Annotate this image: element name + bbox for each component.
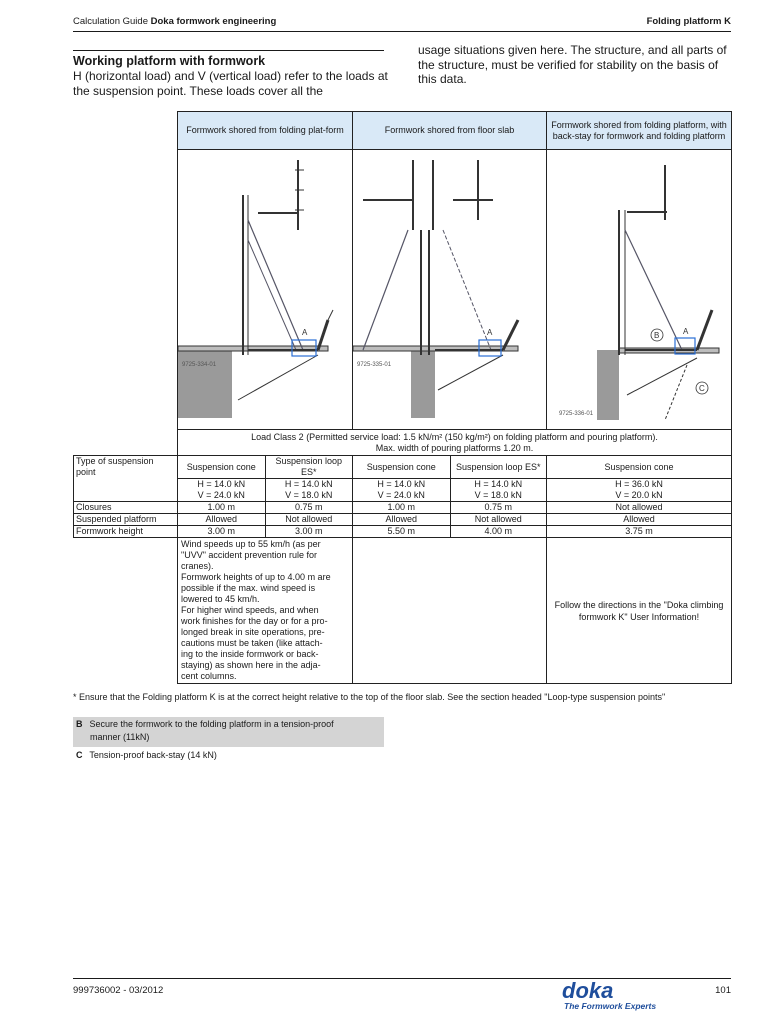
table-cell — [178, 479, 266, 502]
table-cell: 0.75 m — [450, 502, 547, 514]
legend-item-c — [73, 748, 384, 763]
table-cell: 1.00 m — [178, 502, 266, 514]
platform-drawing-2 — [353, 150, 546, 429]
logo-tagline: The Formwork Experts — [564, 1001, 657, 1011]
load-h: H = 14.0 kN — [197, 479, 246, 489]
follow-note: Follow the directions in the "Doka climbing formwork K" User Information! — [554, 599, 724, 622]
wind-note-cell — [178, 538, 353, 684]
follow-note-cell — [547, 538, 732, 684]
table-cell — [547, 479, 732, 502]
intro-text-right: usage situations given here. The structure, and all parts of the structure, must be verified for stability on the basis of this data. — [418, 43, 727, 86]
label-b: B — [654, 331, 660, 340]
note-line: Formwork heights of up to 4.00 m are — [181, 572, 331, 582]
figure-cell — [547, 150, 732, 430]
table-cell: Suspension loop ES* — [450, 456, 547, 479]
note-line: cautions must be taken (like attach- — [181, 638, 323, 648]
load-v: V = 24.0 kN — [197, 490, 245, 500]
table-cell: Allowed — [353, 514, 451, 526]
guide-title: Doka formwork engineering — [150, 16, 277, 27]
load-table — [73, 111, 732, 684]
row-label: Suspended platform — [74, 514, 178, 526]
drawing-ref: 9725-334-01 — [182, 362, 217, 368]
table-cell — [353, 479, 451, 502]
table-cell: 0.75 m — [265, 502, 353, 514]
table-cell: 3.00 m — [265, 526, 353, 538]
note-line: ing to the inside formwork or back- — [181, 649, 319, 659]
section-name: Folding platform K — [646, 16, 731, 27]
label-a: A — [487, 328, 493, 337]
legend-key: B — [76, 719, 83, 729]
label-a: A — [683, 327, 689, 336]
table-cell: 4.00 m — [450, 526, 547, 538]
row-label: Closures — [74, 502, 178, 514]
legend-item-b — [73, 717, 384, 747]
table-cell: Not allowed — [265, 514, 353, 526]
load-h: H = 14.0 kN — [474, 479, 523, 489]
label-a: A — [302, 328, 308, 337]
note-line: possible if the max. wind speed is — [181, 583, 316, 593]
table-corner — [74, 430, 178, 456]
table-cell — [450, 479, 547, 502]
page-header — [73, 16, 731, 31]
load-h: H = 14.0 kN — [284, 479, 333, 489]
note-line: "UVV" accident prevention rule for — [181, 550, 317, 560]
note-line: staying) as shown here in the adja- — [181, 660, 321, 670]
footnote: * Ensure that the Folding platform K is at the correct height relative to the top of the floor slab. See the section headed "Loop-type suspension points" — [73, 692, 666, 702]
load-h: H = 14.0 kN — [377, 479, 426, 489]
column-header: Formwork shored from floor slab — [353, 112, 547, 150]
note-line: longed break in site operations, pre- — [181, 627, 325, 637]
load-v: V = 20.0 kN — [615, 490, 663, 500]
note-line: Wind speeds up to 55 km/h (as per — [181, 539, 321, 549]
table-cell: Suspension cone — [353, 456, 451, 479]
table-cell: Suspension loop ES* — [265, 456, 353, 479]
intro-text-left: H (horizontal load) and V (vertical load) refer to the loads at the suspension point. These loads cover all the — [73, 69, 388, 98]
load-v: V = 24.0 kN — [377, 490, 425, 500]
table-cell: Not allowed — [547, 502, 732, 514]
table-cell: 1.00 m — [353, 502, 451, 514]
table-cell: 5.50 m — [353, 526, 451, 538]
table-cell: Suspension cone — [178, 456, 266, 479]
note-line: For higher wind speeds, and when — [181, 605, 319, 615]
figure-cell — [178, 150, 353, 430]
note-line: lowered to 45 km/h. — [181, 594, 260, 604]
load-h: H = 36.0 kN — [615, 479, 663, 489]
page-number: 101 — [715, 985, 731, 996]
row-label: Formwork height — [74, 526, 178, 538]
legend-text: Secure the formwork to the folding platform in a tension-proof — [89, 719, 334, 729]
section-title: Working platform with formwork — [73, 54, 266, 68]
load-class-cell — [178, 430, 732, 456]
table-corner — [74, 112, 178, 150]
drawing-ref: 9725-336-01 — [559, 411, 594, 417]
table-cell: Suspension cone — [547, 456, 732, 479]
table-corner — [74, 150, 178, 430]
doka-logo — [556, 980, 662, 1012]
table-cell: Not allowed — [450, 514, 547, 526]
legend-key: C — [76, 750, 83, 760]
max-width: Max. width of pouring platforms 1.20 m. — [375, 442, 534, 453]
column-header: Formwork shored from folding plat-form — [178, 112, 353, 150]
section-rule — [73, 50, 384, 51]
platform-drawing-3 — [547, 150, 731, 429]
note-line: work finishes for the day or for a pro- — [181, 616, 328, 626]
logo-word: doka — [562, 980, 614, 1003]
label-c: C — [699, 384, 705, 393]
header-rule — [73, 31, 731, 32]
table-cell: Allowed — [547, 514, 732, 526]
table-corner — [74, 538, 178, 684]
platform-drawing-1 — [178, 150, 352, 429]
load-v: V = 18.0 kN — [285, 490, 333, 500]
column-header: Formwork shored from folding platform, with back-stay for formwork and folding platform — [547, 112, 732, 150]
guide-name — [73, 16, 276, 27]
table-cell: Allowed — [178, 514, 266, 526]
table-cell: 3.00 m — [178, 526, 266, 538]
empty-cell — [353, 538, 547, 684]
note-line: cent columns. — [181, 671, 237, 681]
load-class: Load Class 2 (Permitted service load: 1.5 kN/m² (150 kg/m²) on folding platform and pouring platform). — [251, 431, 658, 442]
drawing-ref: 9725-335-01 — [357, 362, 392, 368]
figure-cell — [353, 150, 547, 430]
table-cell: 3.75 m — [547, 526, 732, 538]
legend-text-2: manner (11kN) — [90, 732, 150, 742]
guide-prefix: Calculation Guide — [73, 16, 148, 27]
document-number: 999736002 - 03/2012 — [73, 985, 164, 996]
note-line: cranes). — [181, 561, 214, 571]
load-v: V = 18.0 kN — [474, 490, 522, 500]
legend-text: Tension-proof back-stay (14 kN) — [89, 750, 217, 760]
row-label: Type of suspension point — [74, 456, 178, 502]
footer-rule — [73, 978, 731, 979]
table-cell — [265, 479, 353, 502]
